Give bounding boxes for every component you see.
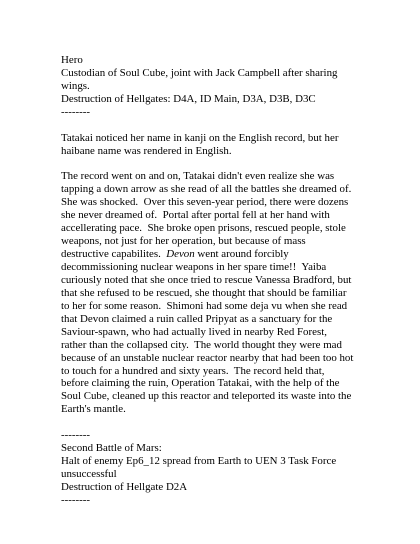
- paragraph-line: before claiming the ruin, Operation Tatakai, with the help of the: [61, 377, 340, 390]
- paragraph-line: She was shocked. Over this seven-year period, there were dozens: [61, 196, 349, 209]
- paragraph-line: Saviour-spawn, who had actually lived in nearby Red Forest,: [61, 325, 327, 338]
- blank-line: [61, 416, 361, 429]
- record-line: Destruction of Hellgates: D4A, ID Main, D3A, D3B, D3C: [61, 92, 316, 105]
- paragraph-line: Tatakai noticed her name in kanji on the English record, but her: [61, 131, 339, 144]
- separator: --------: [61, 429, 91, 442]
- paragraph: [61, 132, 361, 158]
- separator: --------: [61, 493, 91, 506]
- record-line: Custodian of Soul Cube, joint with Jack Campbell after sharing: [61, 66, 338, 79]
- paragraph: [61, 170, 361, 416]
- record-line: Halt of enemy Ep6_12 spread from Earth to UEN 3 Task Force: [61, 455, 337, 468]
- record-header-block: [61, 54, 361, 119]
- paragraph-line: because of an unstable nuclear reactor nearby that had been too hot: [61, 351, 354, 364]
- paragraph-line: to touch for a hundred and sixty years. The record held that,: [61, 364, 325, 377]
- paragraph-line: that Devon claimed a ruin called Pripyat as a sanctuary for the: [61, 312, 333, 325]
- paragraph-line: [61, 248, 361, 261]
- paragraph-line: haibane name was rendered in English.: [61, 144, 232, 157]
- paragraph-line: Earth's mantle.: [61, 403, 126, 416]
- paragraph-line: weapons, not just for her operation, but because of mass: [61, 235, 306, 248]
- paragraph-line: The record went on and on, Tatakai didn't even realize she was: [61, 170, 335, 183]
- blank-line: [61, 158, 361, 171]
- paragraph-line: rather than the collapsed city. The world thought they were mad: [61, 338, 342, 351]
- paragraph-line: decommissioning nuclear weapons in her spare time!! Yaiba: [61, 261, 327, 273]
- record-title: Hero: [61, 54, 83, 66]
- record-line: unsuccessful: [61, 468, 117, 480]
- paragraph-line: to her for some reason. Shimoni had some deja vu when she read: [61, 299, 348, 312]
- text-span: went around forcibly: [194, 248, 289, 261]
- paragraph-line: accellerating pace. She broke open prisons, rescued people, stole: [61, 222, 346, 235]
- paragraph-line: Soul Cube, cleaned up this reactor and teleported its waste into the: [61, 390, 352, 403]
- record-line: wings.: [61, 79, 90, 92]
- paragraph-line: curiously noted that she once tried to rescue Vanessa Bradford, but: [61, 273, 352, 286]
- paragraph-line: tapping a down arrow as she read of all the battles she dreamed of.: [61, 183, 352, 196]
- separator: --------: [61, 105, 91, 118]
- document-body: [61, 54, 361, 507]
- blank-line: [61, 119, 361, 132]
- italic-name: Devon: [166, 248, 195, 261]
- record-title: Second Battle of Mars:: [61, 442, 162, 455]
- paragraph-line: she never dreamed of. Portal after portal fell at her hand with: [61, 209, 330, 222]
- battle-record-block: [61, 429, 361, 507]
- record-line: Destruction of Hellgate D2A: [61, 480, 188, 493]
- text-span: destructive capabilites.: [61, 248, 167, 261]
- paragraph-line: that she refused to be rescued, she thought that should be familiar: [61, 286, 347, 299]
